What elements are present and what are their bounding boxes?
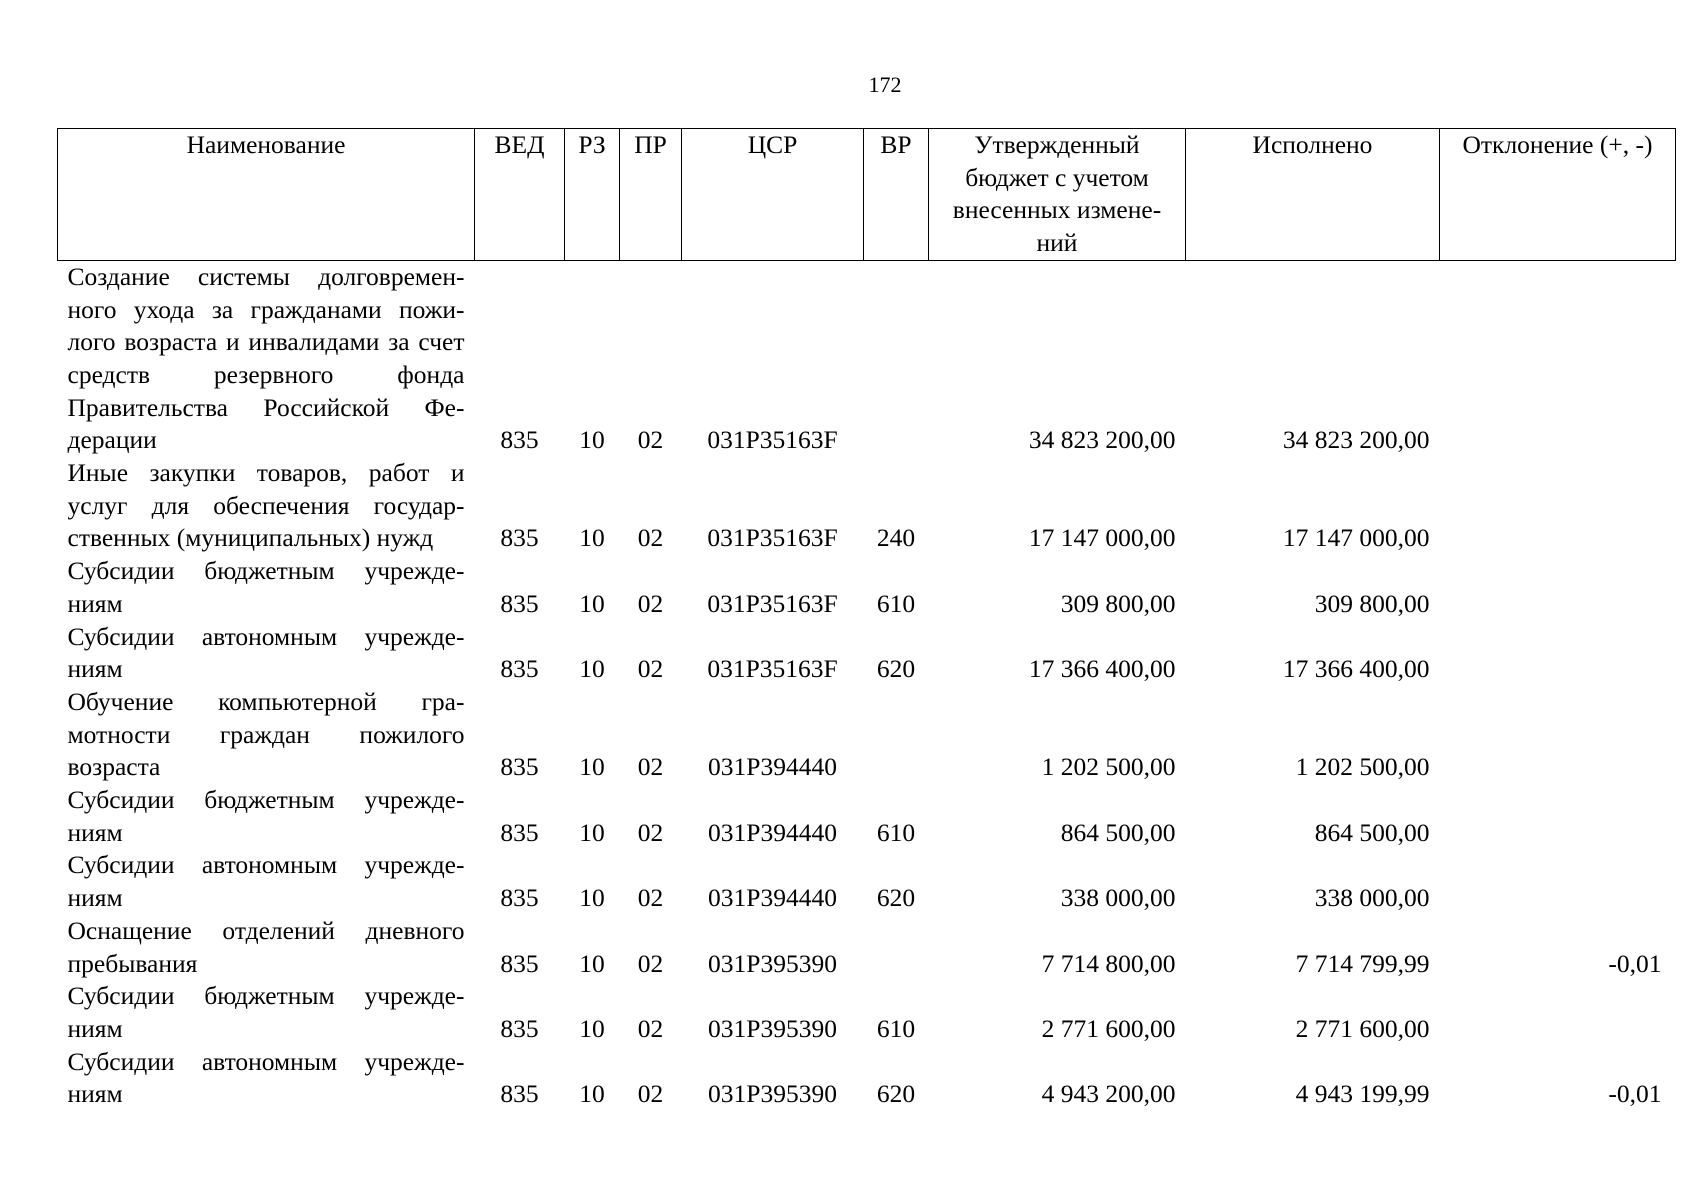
row-deviation (1440, 457, 1676, 555)
row-csr: 031P394440 (708, 752, 837, 782)
header-name: Наименование (58, 129, 475, 261)
row-approved: 34 823 200,00 (1028, 425, 1176, 455)
header-pr: ПР (620, 129, 682, 261)
row-approved: 7 714 800,00 (1041, 948, 1176, 978)
row-deviation (1440, 980, 1676, 1045)
row-pr: 02 (637, 588, 664, 618)
header-csr: ЦСР (682, 129, 864, 261)
row-name: Создание системы долговремен-ного ухода за гражданами пожи-лого возраста и инвалидами за счет средств резервного фонда Правительства Российской Фе-дерации (67, 261, 465, 455)
row-executed: 17 366 400,00 (1282, 654, 1430, 684)
row-vr: 610 (876, 1013, 916, 1043)
row-csr: 031P394440 (708, 883, 837, 913)
row-rz: 10 (579, 588, 605, 618)
row-ved: 835 (500, 425, 539, 455)
row-executed: 864 500,00 (1314, 817, 1430, 847)
row-name: Обучение компьютерной гра-мотности граждан пожилого возраста (67, 686, 465, 782)
row-rz: 10 (579, 883, 605, 913)
row-vr (864, 686, 929, 784)
row-ved: 835 (500, 1079, 539, 1109)
table-row (58, 621, 1676, 686)
row-ved: 835 (500, 752, 539, 782)
row-rz: 10 (579, 425, 605, 455)
row-executed: 34 823 200,00 (1282, 425, 1430, 455)
row-rz: 10 (579, 1013, 605, 1043)
table-row (58, 915, 1676, 980)
row-pr: 02 (637, 883, 664, 913)
row-deviation (1440, 784, 1676, 849)
row-name: Оснащение отделений дневного пребывания (67, 915, 465, 978)
row-vr: 620 (876, 654, 916, 684)
header-deviation: Отклонение (+, -) (1440, 129, 1676, 261)
row-csr: 031P35163F (707, 654, 838, 684)
header-row (58, 129, 1676, 261)
row-deviation (1440, 260, 1676, 457)
row-ved: 835 (500, 523, 539, 553)
row-rz: 10 (579, 523, 605, 553)
row-rz: 10 (579, 654, 605, 684)
row-approved: 338 000,00 (1060, 883, 1176, 913)
row-approved: 17 366 400,00 (1028, 654, 1176, 684)
row-vr: 610 (876, 817, 916, 847)
row-name: Иные закупки товаров, работ и услуг для обеспечения государ-ственных (муниципальных) нужд (67, 458, 465, 553)
table-row (58, 555, 1676, 620)
row-vr: 610 (876, 588, 916, 618)
row-approved: 17 147 000,00 (1028, 523, 1176, 553)
row-pr: 02 (637, 817, 664, 847)
row-name: Субсидии бюджетным учрежде-ниям (67, 785, 465, 847)
row-pr: 02 (637, 425, 664, 455)
row-pr: 02 (637, 752, 664, 782)
row-pr: 02 (637, 1013, 664, 1043)
table-row (58, 849, 1676, 914)
row-approved: 864 500,00 (1060, 817, 1176, 847)
row-csr: 031P35163F (707, 523, 838, 553)
row-vr: 240 (876, 523, 916, 553)
table-row (58, 980, 1676, 1045)
row-deviation: -0,01 (1608, 1079, 1662, 1109)
row-pr: 02 (637, 1079, 664, 1109)
row-rz: 10 (579, 1079, 605, 1109)
row-ved: 835 (500, 817, 539, 847)
row-ved: 835 (500, 654, 539, 684)
row-vr (864, 915, 929, 980)
row-rz: 10 (579, 752, 605, 782)
row-approved: 2 771 600,00 (1041, 1013, 1176, 1043)
row-csr: 031P35163F (707, 588, 838, 618)
row-ved: 835 (500, 948, 539, 978)
row-name: Субсидии бюджетным учрежде-ниям (67, 981, 465, 1043)
table-row (58, 784, 1676, 849)
row-executed: 309 800,00 (1314, 588, 1430, 618)
row-name: Субсидии автономным учрежде-ниям (67, 1046, 465, 1109)
table-row (58, 686, 1676, 784)
header-ved: ВЕД (475, 129, 565, 261)
row-vr (864, 260, 929, 457)
table-row (58, 457, 1676, 555)
row-deviation (1440, 555, 1676, 620)
row-csr: 031P394440 (708, 817, 837, 847)
row-rz: 10 (579, 948, 605, 978)
table-body (58, 260, 1676, 1111)
row-vr: 620 (876, 1079, 916, 1109)
table-row (58, 1046, 1676, 1111)
table-header (58, 129, 1676, 261)
row-rz: 10 (579, 817, 605, 847)
row-pr: 02 (637, 654, 664, 684)
row-name: Субсидии автономным учрежде-ниям (67, 621, 465, 684)
row-deviation: -0,01 (1608, 948, 1662, 978)
row-deviation (1440, 686, 1676, 784)
row-ved: 835 (500, 883, 539, 913)
row-csr: 031P395390 (708, 948, 837, 978)
row-approved: 4 943 200,00 (1041, 1079, 1176, 1109)
row-approved: 1 202 500,00 (1041, 752, 1176, 782)
page-number: 172 (868, 72, 902, 97)
row-csr: 031P395390 (708, 1079, 837, 1109)
header-approved: Утвержденный бюджет с учетом внесенных измене-ний (929, 129, 1186, 261)
header-vr: ВР (864, 129, 929, 261)
row-name: Субсидии бюджетным учрежде-ниям (67, 556, 465, 618)
row-executed: 338 000,00 (1314, 883, 1430, 913)
row-deviation (1440, 849, 1676, 914)
row-csr: 031P395390 (708, 1013, 837, 1043)
row-name: Субсидии автономным учрежде-ниям (67, 850, 465, 913)
row-approved: 309 800,00 (1060, 588, 1176, 618)
row-pr: 02 (637, 948, 664, 978)
row-executed: 4 943 199,99 (1295, 1079, 1430, 1109)
row-executed: 17 147 000,00 (1282, 523, 1430, 553)
header-rz: РЗ (565, 129, 620, 261)
header-executed: Исполнено (1186, 129, 1440, 261)
table-row (58, 260, 1676, 457)
row-executed: 1 202 500,00 (1295, 752, 1430, 782)
row-vr: 620 (876, 883, 916, 913)
row-executed: 2 771 600,00 (1295, 1013, 1430, 1043)
row-deviation (1440, 621, 1676, 686)
row-ved: 835 (500, 588, 539, 618)
row-executed: 7 714 799,99 (1295, 948, 1430, 978)
row-pr: 02 (637, 523, 664, 553)
row-csr: 031P35163F (707, 425, 838, 455)
budget-execution-table (57, 128, 1676, 1111)
row-ved: 835 (500, 1013, 539, 1043)
